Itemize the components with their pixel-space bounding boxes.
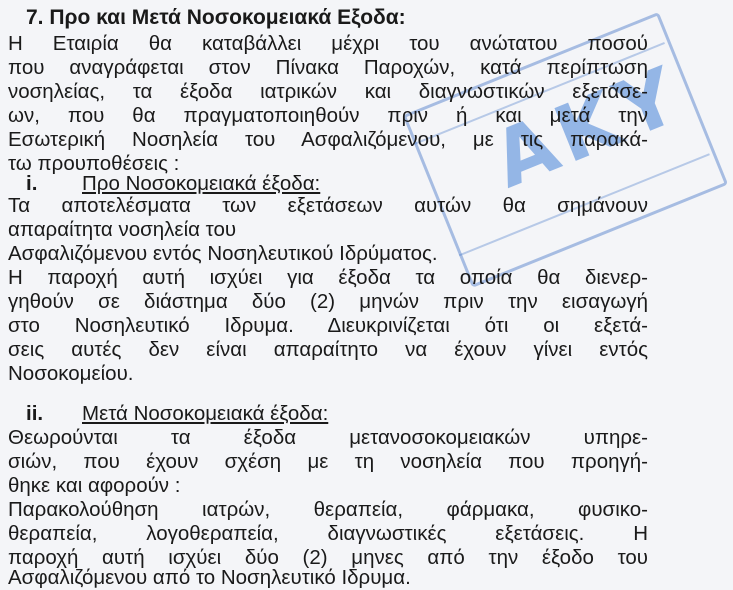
paragraph-line: στο Νοσηλευτικό Ιδρυμα. Διευκρινίζεται ότι οι εξετά-: [8, 314, 648, 337]
paragraph-line: Η παροχή αυτή ισχύει για έξοδα τα οποία θα διενερ-: [8, 266, 648, 289]
paragraph-line: σεις αυτές δεν είναι απαραίτητο να έχουν γίνει εντός: [8, 338, 648, 361]
subsection-number: i.: [26, 172, 38, 195]
paragraph-line: σιών, που έχουν σχέση με τη νοσηλεία που προηγή-: [8, 450, 648, 473]
paragraph-line: Θεωρούνται τα έξοδα μετανοσοκομειακών υπηρε-: [8, 426, 648, 449]
section-title: 7. Προ και Μετά Νοσοκομειακά Εξοδα:: [26, 6, 406, 29]
subsection-number: ii.: [26, 402, 44, 425]
intro-line: Εσωτερική Νοσηλεία του Ασφαλιζόμενου, με τις παρακά-: [8, 128, 648, 151]
intro-line: νοσηλείας, τα έξοδα ιατρικών και διαγνωστικών εξετάσε-: [8, 80, 648, 103]
paragraph-line: Ασφαλιζόμενου από το Νοσηλευτικό Ιδρυμα.: [8, 566, 411, 589]
paragraph-line: θηκε και αφορούν :: [8, 474, 181, 497]
paragraph-line: Παρακολούθηση ιατρών, θεραπεία, φάρμακα, φυσικο-: [8, 498, 648, 521]
paragraph-line: παροχή αυτή ισχύει δύο (2) μηνες από την έξοδο του: [8, 546, 648, 569]
paragraph-line: Νοσοκομείου.: [8, 362, 134, 385]
subsection-heading-text: Μετά Νοσοκομειακά έξοδα:: [82, 402, 329, 425]
paragraph-line: γηθούν σε διάστημα δύο (2) μηνών πριν την εισαγωγή: [8, 290, 648, 313]
intro-line: ων, που θα πραγματοποιηθούν πριν ή και μετά την: [8, 104, 648, 127]
intro-line: τω προυποθέσεις :: [8, 152, 180, 175]
stamp-text: ΑΚΥ: [480, 49, 696, 206]
paragraph-line: Τα αποτελέσματα των εξετάσεων αυτών θα σημάνουν: [8, 194, 648, 217]
subsection-heading-i: [26, 172, 320, 196]
intro-line: Η Εταιρία θα καταβάλλει μέχρι του ανώτατου ποσού: [8, 32, 648, 55]
subsection-heading-text: Προ Νοσοκομειακά έξοδα:: [82, 172, 321, 195]
paragraph-line: Ασφαλιζόμενου εντός Νοσηλευτικού Ιδρύματος.: [8, 242, 438, 265]
subsection-heading-ii: [26, 402, 328, 426]
paragraph-line: απαραίτητα νοσηλεία του: [8, 218, 237, 241]
intro-line: που αναγράφεται στον Πίνακα Παροχών, κατά περίπτωση: [8, 56, 648, 79]
paragraph-line: θεραπεία, λογοθεραπεία, διαγνωστικές εξετάσεις. Η: [8, 522, 648, 545]
